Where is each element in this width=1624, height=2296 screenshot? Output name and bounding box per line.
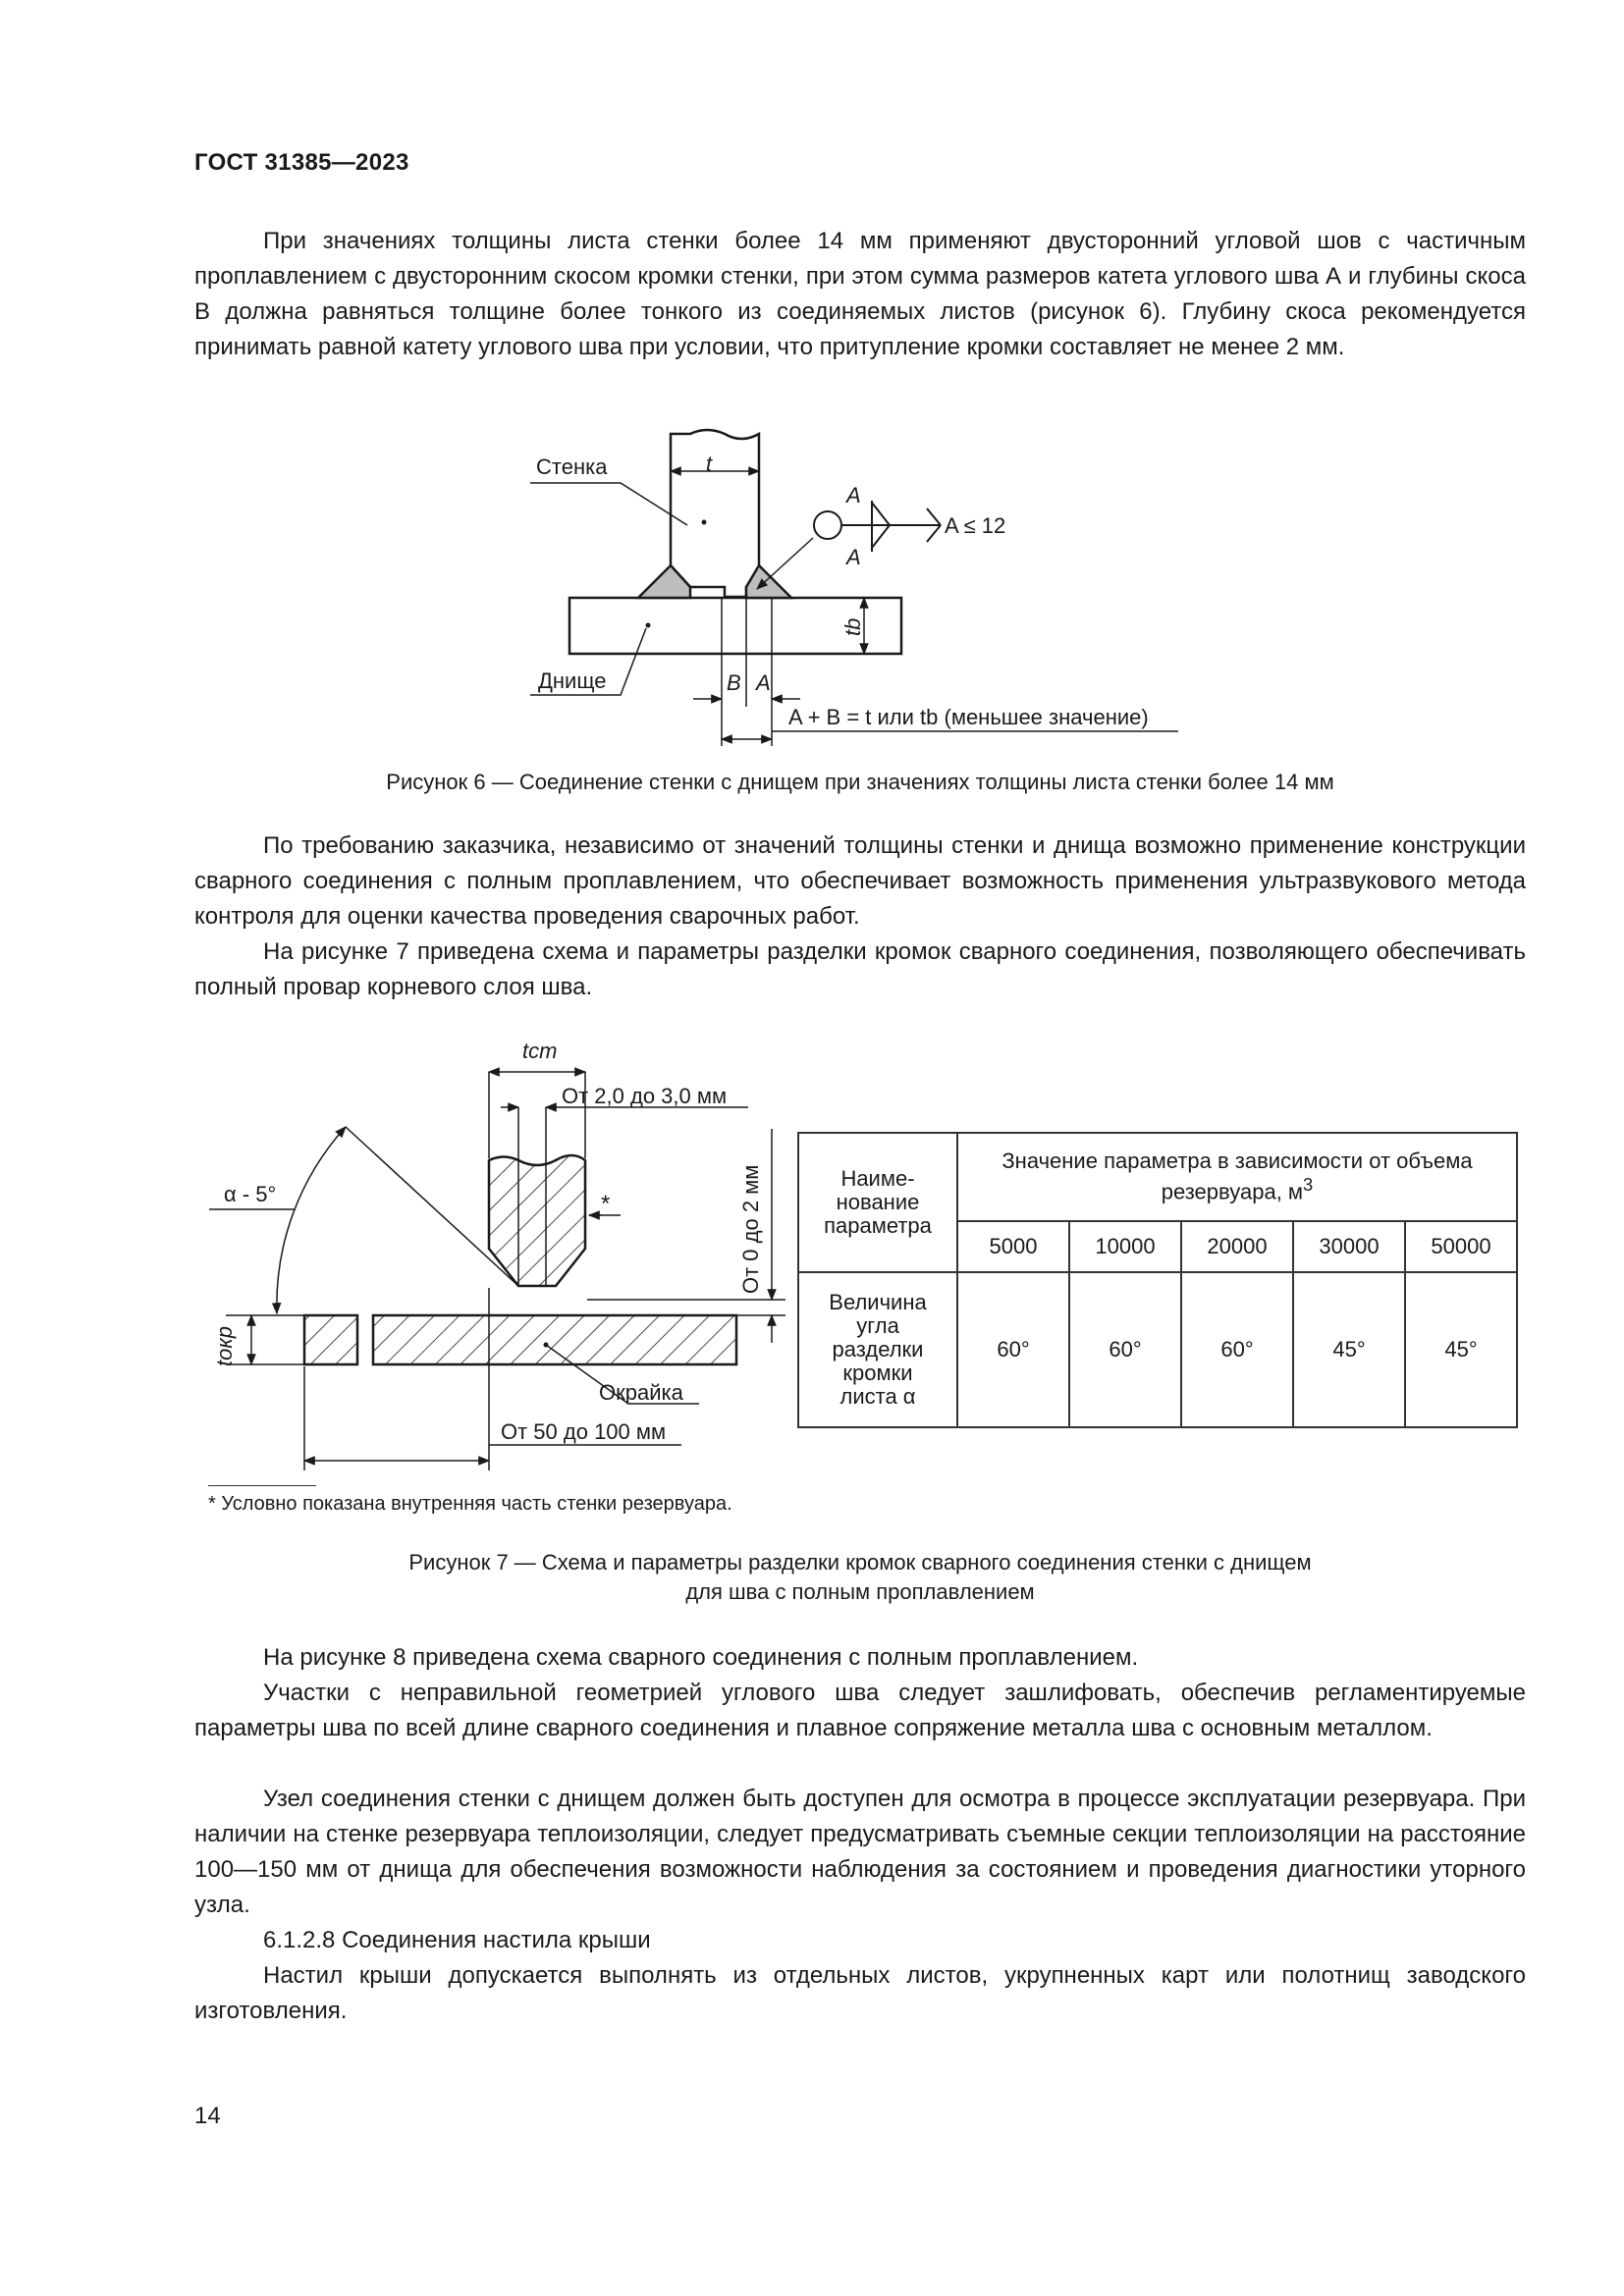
table-angle-value: 45° bbox=[1293, 1272, 1405, 1427]
wall-edge bbox=[489, 1155, 585, 1286]
label-bottom-plate: Днище bbox=[538, 668, 607, 693]
figure-7-caption-line1: Рисунок 7 — Схема и параметры разделки кромок сварного соединения стенки с днищем bbox=[408, 1550, 1312, 1575]
figure-7-parameter-table bbox=[797, 1132, 1518, 1428]
table-volume: 30000 bbox=[1293, 1221, 1405, 1272]
bottom-segment-right bbox=[373, 1315, 736, 1364]
table-volume: 20000 bbox=[1181, 1221, 1293, 1272]
label-b: B bbox=[727, 670, 741, 695]
table-angle-value: 60° bbox=[1181, 1272, 1293, 1427]
table-volume: 5000 bbox=[957, 1221, 1069, 1272]
table-angle-value: 45° bbox=[1405, 1272, 1517, 1427]
table-volume: 10000 bbox=[1069, 1221, 1181, 1272]
paragraph-3: На рисунке 7 приведена схема и параметры разделки кромок сварного соединения, позволяющего обеспечивать полный провар корневого слоя шва. bbox=[194, 938, 1526, 1000]
section-heading-6-1-2-8: 6.1.2.8 Соединения настила крыши bbox=[263, 1927, 651, 1953]
figure-6-caption: Рисунок 6 — Соединение стенки с днищем при значениях толщины листа стенки более 14 мм bbox=[386, 770, 1334, 794]
paragraph-4: На рисунке 8 приведена схема сварного соединения с полным проплавлением. bbox=[263, 1644, 1139, 1671]
paragraph-6: Узел соединения стенки с днищем должен быть доступен для осмотра в процессе эксплуатации резервуара. При наличии на стенке резервуара теплоизоляции, следует предусматривать съемные секции теплоизоляции на расстояние 100—150 мм от днища для обеспечения возможности наблюдения за состоянием и проведения диагностики уторного узла. bbox=[194, 1786, 1526, 1918]
table-volume: 50000 bbox=[1405, 1221, 1517, 1272]
figure-7-drawing bbox=[0, 0, 785, 1472]
label-tb: tb bbox=[840, 617, 865, 636]
label-vertical-range: От 0 до 2 мм bbox=[738, 1164, 763, 1294]
document-header: ГОСТ 31385—2023 bbox=[194, 149, 409, 176]
label-tst: tст bbox=[522, 1039, 558, 1063]
table-header-value: Значение параметра в зависимости от объема резервуара, $м^3$ bbox=[957, 1133, 1517, 1221]
label-a-le-12: A ≤ 12 bbox=[945, 513, 1006, 538]
label-a-bottom: A bbox=[846, 545, 861, 569]
label-t: t bbox=[706, 452, 713, 476]
table-row-name: Величина угла разделки кромки листа α bbox=[798, 1272, 957, 1427]
paragraph-1: При значениях толщины листа стенки более 14 мм применяют двусторонний угловой шов с частичным проплавлением с двусторонним скосом кромки стенки, при этом сумма размеров катета углового шва А и глубины скоса В должна равняться толщине более тонкого из соединяемых листов (рисунок 6). Глубину скоса рекомендуется принимать равной катету углового шва при условии, что притупление кромки составляет не менее 2 мм. bbox=[194, 228, 1526, 360]
table-angle-value: 60° bbox=[1069, 1272, 1181, 1427]
label-gap-range: От 2,0 до 3,0 мм bbox=[562, 1084, 728, 1108]
paragraph-2: По требованию заказчика, независимо от значений толщины стенки и днища возможно применение конструкции сварного соединения с полным проплавлением, что обеспечивает возможность применения ультразвукового метода контроля для оценки качества проведения сварочных работ. bbox=[194, 832, 1526, 930]
label-okraika: Окрайка bbox=[599, 1380, 683, 1405]
label-star: * bbox=[601, 1191, 611, 1217]
label-wall: Стенка bbox=[536, 454, 608, 479]
label-tokr: tокр bbox=[212, 1326, 237, 1366]
table-angle-value: 60° bbox=[957, 1272, 1069, 1427]
label-length-range: От 50 до 100 мм bbox=[501, 1419, 667, 1444]
paragraph-5: Участки с неправильной геометрией углового шва следует зашлифовать, обеспечив регламентируемые параметры шва по всей длине сварного соединения и плавное сопряжение металла шва с основным металлом. bbox=[194, 1680, 1526, 1741]
table-header-parameter: Наиме- нование параметра bbox=[798, 1133, 957, 1272]
label-angle: α - 5° bbox=[224, 1182, 277, 1206]
label-a-dim: A bbox=[756, 670, 771, 695]
footnote: * Условно показана внутренняя часть стенки резервуара. bbox=[208, 1493, 732, 1515]
label-formula: A + B = t или tb (меньшее значение) bbox=[788, 705, 1149, 729]
footnote-divider bbox=[208, 1485, 316, 1486]
figure-7-caption-line2: для шва с полным проплавлением bbox=[685, 1579, 1035, 1604]
paragraph-8: Настил крыши допускается выполнять из отдельных листов, укрупненных карт или полотнищ заводского изготовления. bbox=[194, 1962, 1526, 2024]
label-a-top: A bbox=[846, 483, 861, 507]
page-number: 14 bbox=[194, 2103, 221, 2129]
bottom-segment-left bbox=[304, 1315, 357, 1364]
